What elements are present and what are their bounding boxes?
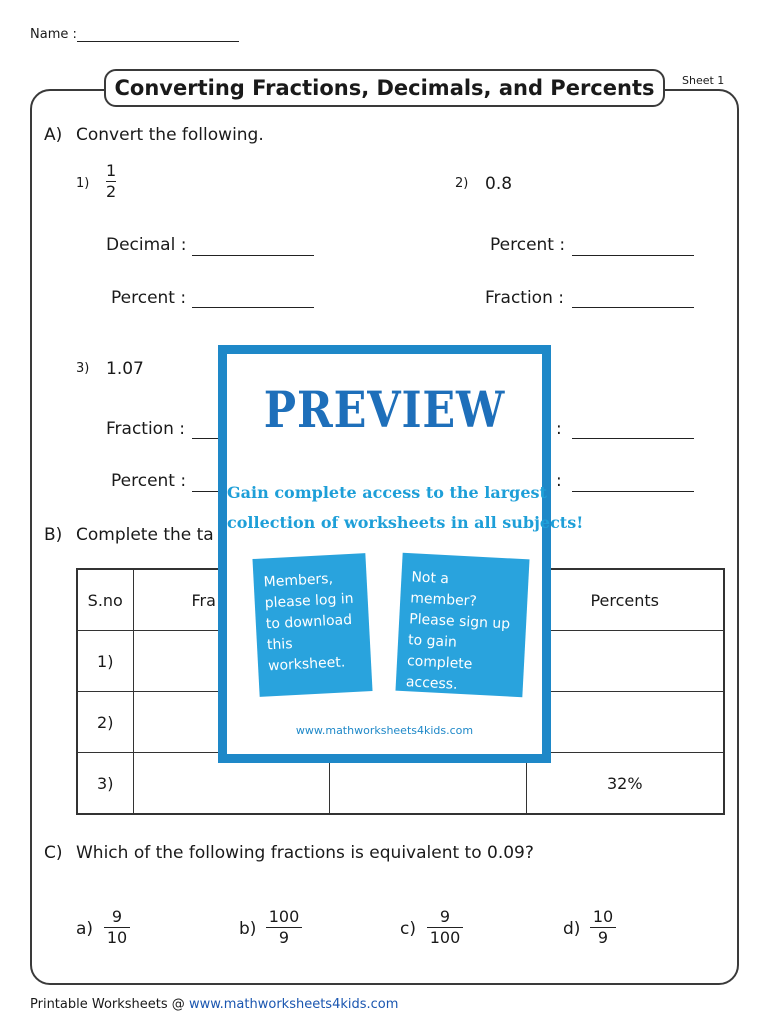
q4-answer-line-2[interactable]: [572, 491, 694, 492]
option-d-label: d): [563, 919, 581, 939]
q3-value: 1.07: [106, 359, 144, 379]
option-c-denominator: 100: [429, 928, 461, 947]
table-cell-sno: 2): [77, 692, 133, 753]
footer-label: Printable Worksheets @: [30, 997, 185, 1012]
preview-subtitle: [227, 478, 584, 538]
q2-label-percent: Percent :: [490, 235, 566, 255]
footer-url-link[interactable]: www.mathworksheets4kids.com: [188, 997, 399, 1012]
option-a-label: a): [76, 919, 94, 939]
section-c-question: Which of the following fractions is equivalent to 0.09?: [76, 843, 534, 863]
members-login-card[interactable]: Members, please log in to download this worksheet.: [252, 553, 372, 697]
table-header-fractions: Fra: [133, 569, 329, 631]
section-b-heading: B): [44, 525, 63, 545]
option-b-fraction[interactable]: [266, 908, 302, 947]
preview-overlay: [218, 345, 584, 763]
option-c-fraction[interactable]: [427, 908, 463, 947]
q3-number: 3): [76, 361, 90, 376]
option-d-numerator: 10: [592, 907, 614, 926]
option-d-denominator: 9: [597, 928, 609, 947]
q4-answer-line-1[interactable]: [572, 438, 694, 439]
q4-label-2-tail: :: [556, 471, 562, 491]
table-cell-percent[interactable]: [526, 692, 724, 753]
section-c-heading: C): [44, 843, 63, 863]
preview-title: PREVIEW: [263, 380, 506, 439]
table-header-sno: S.no: [77, 569, 133, 631]
q1-denominator: 2: [106, 182, 117, 201]
q1-fraction: [106, 162, 116, 201]
q2-answer-line-2[interactable]: [572, 307, 694, 308]
q1-answer-line-1[interactable]: [192, 255, 314, 256]
q3-label-percent: Percent :: [111, 471, 187, 491]
table-cell-sno: 1): [77, 631, 133, 692]
q3-label-fraction: Fraction :: [106, 419, 185, 439]
section-b-instruction: Complete the ta: [76, 525, 214, 545]
q1-answer-line-2[interactable]: [192, 307, 314, 308]
q2-number: 2): [455, 176, 469, 191]
table-cell-percent: 32%: [526, 753, 724, 815]
option-d-fraction[interactable]: [590, 908, 616, 947]
option-c-numerator: 9: [439, 907, 451, 926]
table-header-percents: Percents: [526, 569, 724, 631]
option-b-numerator: 100: [268, 907, 300, 926]
name-label: Name :: [30, 27, 77, 42]
name-blank-line[interactable]: [77, 41, 239, 42]
option-c-label: c): [400, 919, 416, 939]
q1-numerator: 1: [106, 161, 117, 180]
footer: [30, 997, 398, 1012]
preview-url-link[interactable]: www.mathworksheets4kids.com: [295, 724, 474, 737]
signup-card[interactable]: Not a member? Please sign up to gain complete access.: [395, 553, 529, 697]
option-b-label: b): [239, 919, 257, 939]
option-a-fraction[interactable]: [104, 908, 130, 947]
sheet-tag: Sheet 1: [682, 74, 725, 87]
q4-label-1-tail: :: [556, 419, 562, 439]
q1-label-percent: Percent :: [111, 288, 187, 308]
option-a-numerator: 9: [111, 907, 123, 926]
table-cell-percent[interactable]: [526, 631, 724, 692]
section-a-instruction: Convert the following.: [76, 125, 264, 145]
worksheet-title: Converting Fractions, Decimals, and Percents: [104, 69, 665, 107]
q2-value: 0.8: [485, 174, 513, 194]
option-a-denominator: 10: [106, 928, 128, 947]
q1-number: 1): [76, 176, 90, 191]
option-b-denominator: 9: [278, 928, 290, 947]
table-cell-sno: 3): [77, 753, 133, 815]
preview-subtitle-line-2: collection of worksheets in all subjects!: [227, 513, 584, 532]
q2-label-fraction: Fraction :: [485, 288, 564, 308]
preview-subtitle-line-1: Gain complete access to the largest: [227, 483, 547, 502]
q2-answer-line-1[interactable]: [572, 255, 694, 256]
q1-label-decimal: Decimal :: [106, 235, 187, 255]
section-a-heading: A): [44, 125, 63, 145]
